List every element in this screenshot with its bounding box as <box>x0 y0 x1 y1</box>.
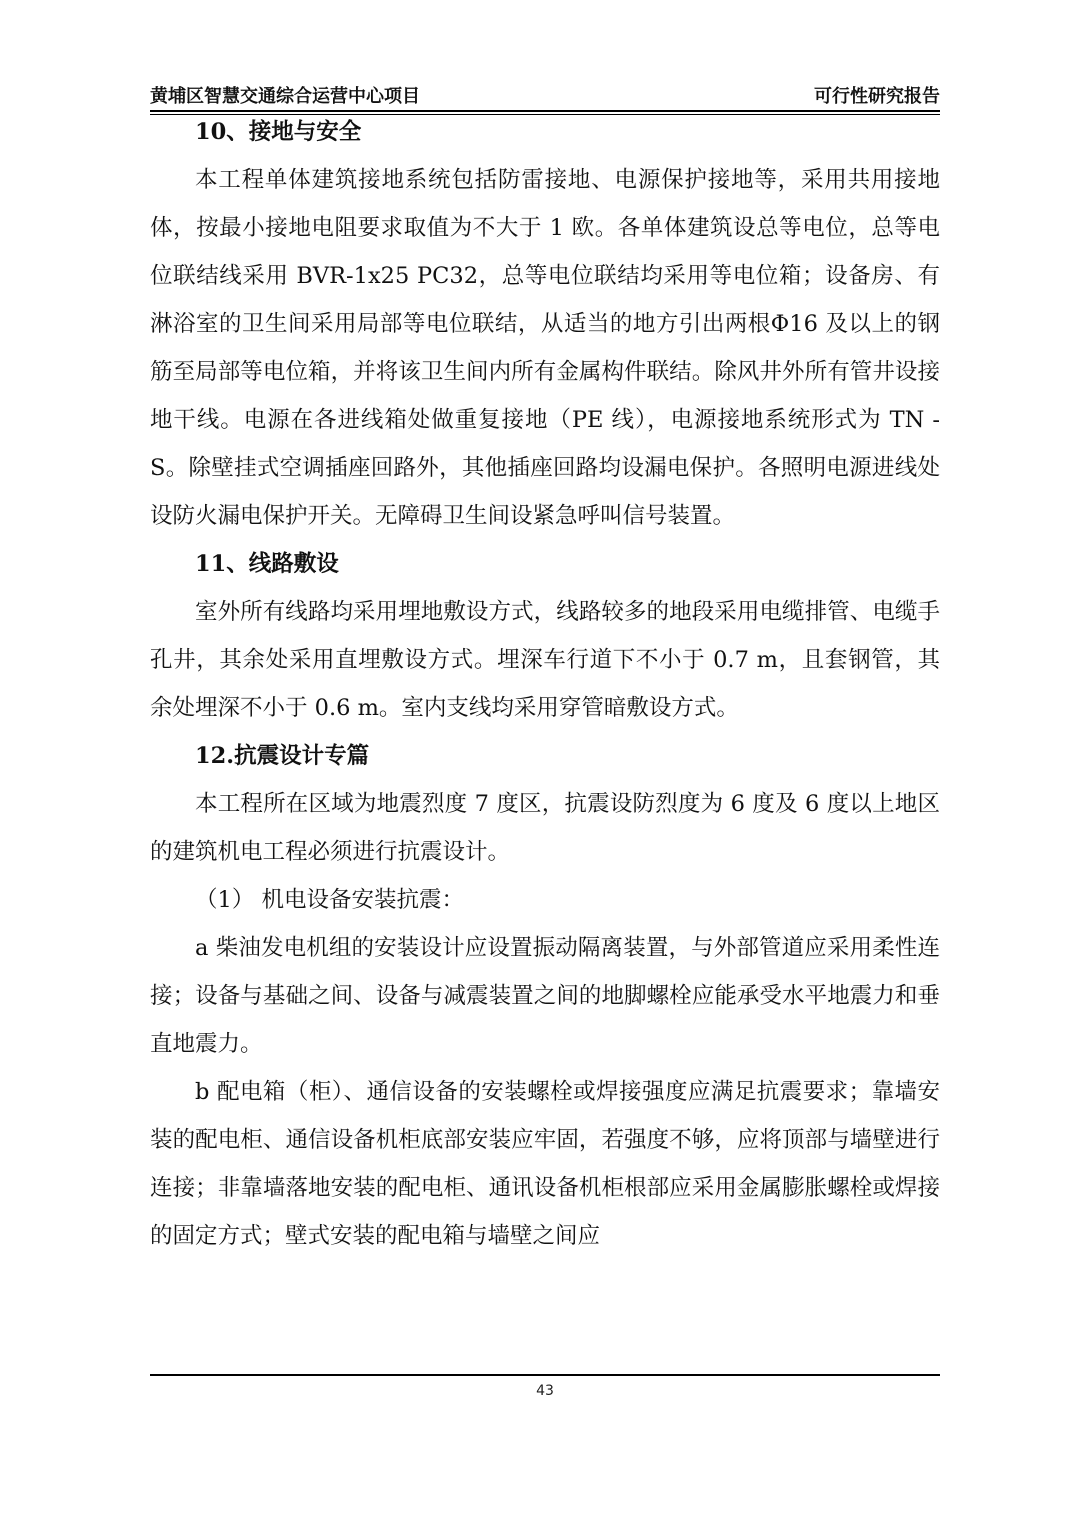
page-number: 43 <box>536 1383 554 1399</box>
paragraph: b 配电箱（柜）、通信设备的安装螺栓或焊接强度应满足抗震要求；靠墙安装的配电柜、通信设备机柜底部安装应牢固，若强度不够，应将顶部与墙壁进行连接；非靠墙落地安装的配电柜、通讯设备机柜根部应采用金属膨胀螺栓或焊接的固定方式；壁式安装的配电箱与墙壁之间应 <box>150 1079 940 1249</box>
header-report-title: 可行性研究报告 <box>814 86 940 107</box>
paragraph: （1） 机电设备安装抗震： <box>195 887 464 913</box>
paragraph: 本工程所在区域为地震烈度 7 度区，抗震设防烈度为 6 度及 6 度以上地区的建筑机电工程必须进行抗震设计。 <box>150 791 940 865</box>
section-heading-grounding: 10、接地与安全 <box>195 119 362 145</box>
section-heading-seismic: 12.抗震设计专篇 <box>195 743 370 769</box>
document-body <box>150 108 940 1260</box>
section-heading-wiring: 11、线路敷设 <box>195 551 339 577</box>
page-header <box>150 80 940 110</box>
footer-rule <box>150 1374 940 1376</box>
header-project-title: 黄埔区智慧交通综合运营中心项目 <box>150 86 420 107</box>
paragraph: a 柴油发电机组的安装设计应设置振动隔离装置，与外部管道应采用柔性连接；设备与基础之间、设备与减震装置之间的地脚螺栓应能承受水平地震力和垂直地震力。 <box>150 935 940 1057</box>
paragraph: 本工程单体建筑接地系统包括防雷接地、电源保护接地等，采用共用接地体，按最小接地电阻要求取值为不大于 1 欧。各单体建筑设总等电位，总等电位联结线采用 BVR-1x25 PC32，总等电位联结均采用等电位箱；设备房、有淋浴室的卫生间采用局部等电位联结，从适当的地方引出两根Φ16 及以上的钢筋至局部等电位箱，并将该卫生间内所有金属构件联结。除风井外所有管井设接地干线。电源在各进线箱处做重复接地（PE 线），电源接地系统形式为 TN -S。除壁挂式空调插座回路外，其他插座回路均设漏电保护。各照明电源进线处设防火漏电保护开关。无障碍卫生间设紧急呼叫信号装置。 <box>150 167 940 529</box>
paragraph: 室外所有线路均采用埋地敷设方式，线路较多的地段采用电缆排管、电缆手孔井，其余处采用直埋敷设方式。埋深车行道下不小于 0.7 m，且套钢管，其余处埋深不小于 0.6 m。室内支线均采用穿管暗敷设方式。 <box>150 599 940 721</box>
